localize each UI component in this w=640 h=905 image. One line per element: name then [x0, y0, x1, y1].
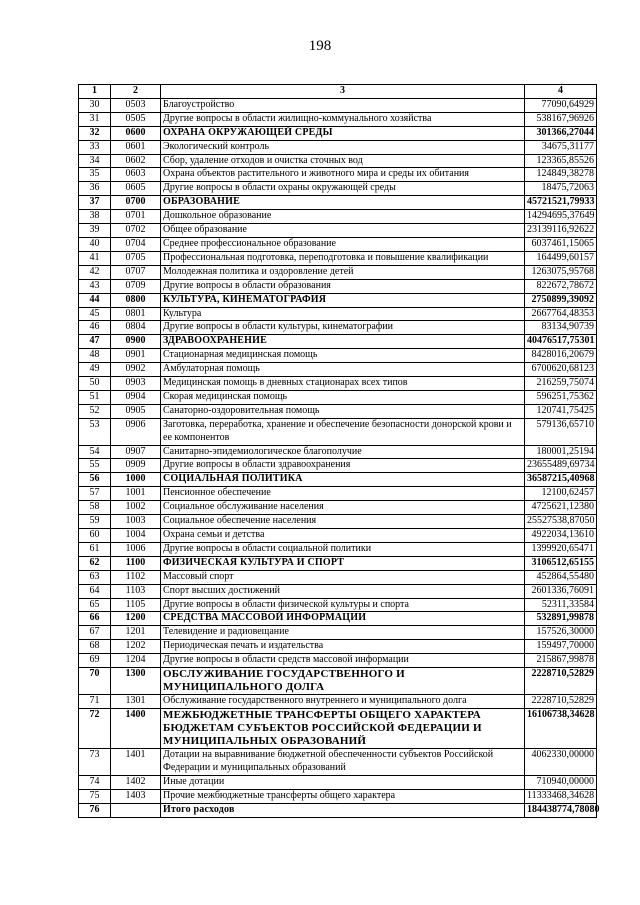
row-code: 1401 — [111, 748, 161, 775]
table-row — [79, 487, 597, 501]
row-name: Охрана объектов растительного и животного мира и среды их обитания — [161, 168, 525, 182]
row-number: 67 — [79, 626, 111, 640]
row-amount: 4922034,13610 — [525, 529, 597, 543]
row-number: 38 — [79, 210, 111, 224]
row-code: 0601 — [111, 140, 161, 154]
row-code: 1403 — [111, 789, 161, 803]
row-name: Другие вопросы в области физической культуры и спорта — [161, 598, 525, 612]
row-name: Иные дотации — [161, 775, 525, 789]
table-row — [79, 210, 597, 224]
row-amount: 40476517,75301 — [525, 335, 597, 349]
row-number: 68 — [79, 640, 111, 654]
row-code: 0906 — [111, 418, 161, 445]
row-number: 53 — [79, 418, 111, 445]
row-name: Массовый спорт — [161, 570, 525, 584]
row-name: Санитарно-эпидемиологическое благополучие — [161, 445, 525, 459]
row-code: 1301 — [111, 695, 161, 709]
row-code: 1402 — [111, 775, 161, 789]
table-row — [79, 515, 597, 529]
row-number: 34 — [79, 154, 111, 168]
row-number: 32 — [79, 126, 111, 140]
table-row — [79, 404, 597, 418]
row-code: 1000 — [111, 473, 161, 487]
row-amount: 452864,55480 — [525, 570, 597, 584]
row-name: Экологический контроль — [161, 140, 525, 154]
row-number: 35 — [79, 168, 111, 182]
row-name: СРЕДСТВА МАССОВОЙ ИНФОРМАЦИИ — [161, 612, 525, 626]
column-header-4: 4 — [525, 85, 597, 99]
row-amount: 216259,75074 — [525, 377, 597, 391]
row-number: 66 — [79, 612, 111, 626]
row-code: 1202 — [111, 640, 161, 654]
row-number: 50 — [79, 377, 111, 391]
table-row — [79, 98, 597, 112]
row-code: 1100 — [111, 556, 161, 570]
row-number: 45 — [79, 307, 111, 321]
row-number: 55 — [79, 459, 111, 473]
row-number: 49 — [79, 363, 111, 377]
table-header-row — [79, 85, 597, 99]
row-code: 1300 — [111, 668, 161, 695]
row-amount: 159497,70000 — [525, 640, 597, 654]
row-amount: 34675,31177 — [525, 140, 597, 154]
row-code: 1006 — [111, 542, 161, 556]
table-row — [79, 140, 597, 154]
row-name: Социальное обслуживание населения — [161, 501, 525, 515]
row-amount: 18475,72063 — [525, 182, 597, 196]
table-row — [79, 529, 597, 543]
row-number: 57 — [79, 487, 111, 501]
table-row — [79, 224, 597, 238]
row-number: 70 — [79, 668, 111, 695]
section-row — [79, 612, 597, 626]
row-code: 1103 — [111, 584, 161, 598]
row-amount: 157526,30000 — [525, 626, 597, 640]
table-row — [79, 501, 597, 515]
row-number: 37 — [79, 196, 111, 210]
total-row — [79, 803, 597, 817]
row-number: 51 — [79, 390, 111, 404]
row-amount: 538167,96926 — [525, 112, 597, 126]
table-row — [79, 154, 597, 168]
row-name: ЗДРАВООХРАНЕНИЕ — [161, 335, 525, 349]
section-row — [79, 556, 597, 570]
row-amount: 23655489,69734 — [525, 459, 597, 473]
row-number: 63 — [79, 570, 111, 584]
row-number: 44 — [79, 293, 111, 307]
row-name: Другие вопросы в области жилищно-коммунального хозяйства — [161, 112, 525, 126]
row-number: 64 — [79, 584, 111, 598]
table-row — [79, 307, 597, 321]
row-name: КУЛЬТУРА, КИНЕМАТОГРАФИЯ — [161, 293, 525, 307]
row-name: ОБСЛУЖИВАНИЕ ГОСУДАРСТВЕННОГО И МУНИЦИПАЛЬНОГО ДОЛГА — [161, 668, 525, 695]
row-amount: 83134,90739 — [525, 321, 597, 335]
row-number: 41 — [79, 251, 111, 265]
row-amount: 596251,75362 — [525, 390, 597, 404]
row-code: 0800 — [111, 293, 161, 307]
row-number: 75 — [79, 789, 111, 803]
table-body — [79, 98, 600, 817]
row-number: 47 — [79, 335, 111, 349]
row-number: 56 — [79, 473, 111, 487]
row-name: Стационарная медицинская помощь — [161, 349, 525, 363]
row-code: 0900 — [111, 335, 161, 349]
table-row — [79, 251, 597, 265]
row-code: 0804 — [111, 321, 161, 335]
row-number: 62 — [79, 556, 111, 570]
row-name: Спорт высших достижений — [161, 584, 525, 598]
row-code: 1003 — [111, 515, 161, 529]
row-amount: 822672,78672 — [525, 279, 597, 293]
row-name: Другие вопросы в области социальной политики — [161, 542, 525, 556]
row-amount: 180001,25194 — [525, 445, 597, 459]
row-code: 1102 — [111, 570, 161, 584]
table-row — [79, 626, 597, 640]
row-name: Профессиональная подготовка, переподготовка и повышение квалификации — [161, 251, 525, 265]
row-number: 39 — [79, 224, 111, 238]
table-row — [79, 237, 597, 251]
row-code: 1200 — [111, 612, 161, 626]
section-row — [79, 335, 597, 349]
row-code: 0600 — [111, 126, 161, 140]
row-amount: 215867,99878 — [525, 654, 597, 668]
row-name: Периодическая печать и издательства — [161, 640, 525, 654]
table-row — [79, 598, 597, 612]
section-row — [79, 708, 597, 748]
row-amount: 4725621,12380 — [525, 501, 597, 515]
table-row — [79, 654, 597, 668]
row-code: 0907 — [111, 445, 161, 459]
row-code: 0505 — [111, 112, 161, 126]
row-code: 1201 — [111, 626, 161, 640]
row-amount: 3106512,65155 — [525, 556, 597, 570]
row-code: 1004 — [111, 529, 161, 543]
row-code: 1002 — [111, 501, 161, 515]
row-code: 0702 — [111, 224, 161, 238]
row-code — [111, 803, 161, 817]
row-amount: 124849,38278 — [525, 168, 597, 182]
row-code: 0709 — [111, 279, 161, 293]
row-amount: 120741,75425 — [525, 404, 597, 418]
row-code: 0903 — [111, 377, 161, 391]
row-amount: 6037461,15065 — [525, 237, 597, 251]
row-number: 65 — [79, 598, 111, 612]
row-number: 61 — [79, 542, 111, 556]
row-name: Сбор, удаление отходов и очистка сточных вод — [161, 154, 525, 168]
table-row — [79, 377, 597, 391]
row-code: 1001 — [111, 487, 161, 501]
table-row — [79, 584, 597, 598]
table-row — [79, 418, 597, 445]
row-name: Итого расходов — [161, 803, 525, 817]
row-number: 58 — [79, 501, 111, 515]
row-name: Медицинская помощь в дневных стационарах всех типов — [161, 377, 525, 391]
row-name: Другие вопросы в области здравоохранения — [161, 459, 525, 473]
row-amount: 2228710,52829 — [525, 668, 597, 695]
row-amount: 579136,65710 — [525, 418, 597, 445]
row-name: Телевидение и радиовещание — [161, 626, 525, 640]
row-name: МЕЖБЮДЖЕТНЫЕ ТРАНСФЕРТЫ ОБЩЕГО ХАРАКТЕРА БЮДЖЕТАМ СУБЪЕКТОВ РОССИЙСКОЙ ФЕДЕРАЦИИ И МУНИЦИПАЛЬНЫХ ОБРАЗОВАНИЙ — [161, 708, 525, 748]
page-number: 198 — [308, 38, 332, 54]
row-number: 31 — [79, 112, 111, 126]
row-name: Дошкольное образование — [161, 210, 525, 224]
row-name: Дотации на выравнивание бюджетной обеспеченности субъектов Российской Федерации и муниципальных образований — [161, 748, 525, 775]
row-amount: 2228710,52829 — [525, 695, 597, 709]
section-row — [79, 126, 597, 140]
row-code: 1204 — [111, 654, 161, 668]
column-header-3: 3 — [161, 85, 525, 99]
row-name: Другие вопросы в области средств массовой информации — [161, 654, 525, 668]
row-code: 0902 — [111, 363, 161, 377]
row-name: Заготовка, переработка, хранение и обеспечение безопасности донорской крови и ее компонентов — [161, 418, 525, 445]
table-row — [79, 321, 597, 335]
row-number: 36 — [79, 182, 111, 196]
row-number: 71 — [79, 695, 111, 709]
row-name: Благоустройство — [161, 98, 525, 112]
row-amount: 301366,27044 — [525, 126, 597, 140]
row-amount: 14294695,37649 — [525, 210, 597, 224]
row-amount: 164499,60157 — [525, 251, 597, 265]
row-number: 59 — [79, 515, 111, 529]
row-amount: 8428016,20679 — [525, 349, 597, 363]
row-name: Амбулаторная помощь — [161, 363, 525, 377]
row-amount: 532891,99878 — [525, 612, 597, 626]
row-amount: 52311,33584 — [525, 598, 597, 612]
row-code: 0704 — [111, 237, 161, 251]
row-amount: 2750899,39092 — [525, 293, 597, 307]
table-row — [79, 542, 597, 556]
row-code: 0801 — [111, 307, 161, 321]
row-name: Культура — [161, 307, 525, 321]
row-number: 73 — [79, 748, 111, 775]
row-amount: 36587215,40968 — [525, 473, 597, 487]
row-name: Охрана семьи и детства — [161, 529, 525, 543]
table-row — [79, 279, 597, 293]
row-name: Социальное обеспечение населения — [161, 515, 525, 529]
row-number: 46 — [79, 321, 111, 335]
row-amount: 710940,00000 — [525, 775, 597, 789]
row-code: 0909 — [111, 459, 161, 473]
row-name: Общее образование — [161, 224, 525, 238]
row-number: 43 — [79, 279, 111, 293]
row-amount: 77090,64929 — [525, 98, 597, 112]
row-number: 69 — [79, 654, 111, 668]
row-amount: 23139116,92622 — [525, 224, 597, 238]
section-row — [79, 293, 597, 307]
row-code: 0905 — [111, 404, 161, 418]
row-code: 0701 — [111, 210, 161, 224]
row-amount: 11333468,34628 — [525, 789, 597, 803]
row-code: 0901 — [111, 349, 161, 363]
row-name: ФИЗИЧЕСКАЯ КУЛЬТУРА И СПОРТ — [161, 556, 525, 570]
row-number: 76 — [79, 803, 111, 817]
row-name: ОХРАНА ОКРУЖАЮЩЕЙ СРЕДЫ — [161, 126, 525, 140]
row-code: 0603 — [111, 168, 161, 182]
row-number: 30 — [79, 98, 111, 112]
table-row — [79, 265, 597, 279]
row-number: 72 — [79, 708, 111, 748]
column-header-1: 1 — [79, 85, 111, 99]
budget-table — [78, 84, 600, 818]
table-row — [79, 390, 597, 404]
row-amount: 123365,85526 — [525, 154, 597, 168]
row-amount: 4062330,00000 — [525, 748, 597, 775]
row-amount: 25527538,87050 — [525, 515, 597, 529]
row-name: Другие вопросы в области культуры, кинематографии — [161, 321, 525, 335]
section-row — [79, 473, 597, 487]
row-name: Среднее профессиональное образование — [161, 237, 525, 251]
row-name: Обслуживание государственного внутреннего и муниципального долга — [161, 695, 525, 709]
table-row — [79, 182, 597, 196]
row-code: 0503 — [111, 98, 161, 112]
table-row — [79, 789, 597, 803]
row-code: 0707 — [111, 265, 161, 279]
row-code: 1105 — [111, 598, 161, 612]
row-number: 52 — [79, 404, 111, 418]
table-row — [79, 570, 597, 584]
row-name: Прочие межбюджетные трансферты общего характера — [161, 789, 525, 803]
row-number: 40 — [79, 237, 111, 251]
row-amount: 1263075,95768 — [525, 265, 597, 279]
row-name: Санаторно-оздоровительная помощь — [161, 404, 525, 418]
row-code: 0705 — [111, 251, 161, 265]
row-number: 54 — [79, 445, 111, 459]
row-code: 1400 — [111, 708, 161, 748]
row-code: 0605 — [111, 182, 161, 196]
section-row — [79, 196, 597, 210]
row-name: СОЦИАЛЬНАЯ ПОЛИТИКА — [161, 473, 525, 487]
table-row — [79, 695, 597, 709]
table-row — [79, 445, 597, 459]
section-row — [79, 668, 597, 695]
column-header-2: 2 — [111, 85, 161, 99]
table-row — [79, 459, 597, 473]
row-name: Другие вопросы в области охраны окружающей среды — [161, 182, 525, 196]
row-number: 33 — [79, 140, 111, 154]
row-amount: 12100,62457 — [525, 487, 597, 501]
row-name: ОБРАЗОВАНИЕ — [161, 196, 525, 210]
row-number: 74 — [79, 775, 111, 789]
table-row — [79, 640, 597, 654]
row-amount: 1399920,65471 — [525, 542, 597, 556]
row-amount: 45721521,79933 — [525, 196, 597, 210]
table-row — [79, 112, 597, 126]
row-name: Молодежная политика и оздоровление детей — [161, 265, 525, 279]
row-name: Пенсионное обеспечение — [161, 487, 525, 501]
table-row — [79, 775, 597, 789]
row-code: 0904 — [111, 390, 161, 404]
row-number: 60 — [79, 529, 111, 543]
row-amount: 2667764,48353 — [525, 307, 597, 321]
table-row — [79, 748, 597, 775]
row-code: 0700 — [111, 196, 161, 210]
table-row — [79, 168, 597, 182]
row-amount: 2601336,76091 — [525, 584, 597, 598]
row-amount: 6700620,68123 — [525, 363, 597, 377]
row-amount: 184438774,78080 — [525, 803, 597, 817]
row-name: Скорая медицинская помощь — [161, 390, 525, 404]
row-amount: 16106738,34628 — [525, 708, 597, 748]
row-number: 48 — [79, 349, 111, 363]
row-name: Другие вопросы в области образования — [161, 279, 525, 293]
table-row — [79, 363, 597, 377]
row-number: 42 — [79, 265, 111, 279]
table-row — [79, 349, 597, 363]
row-code: 0602 — [111, 154, 161, 168]
